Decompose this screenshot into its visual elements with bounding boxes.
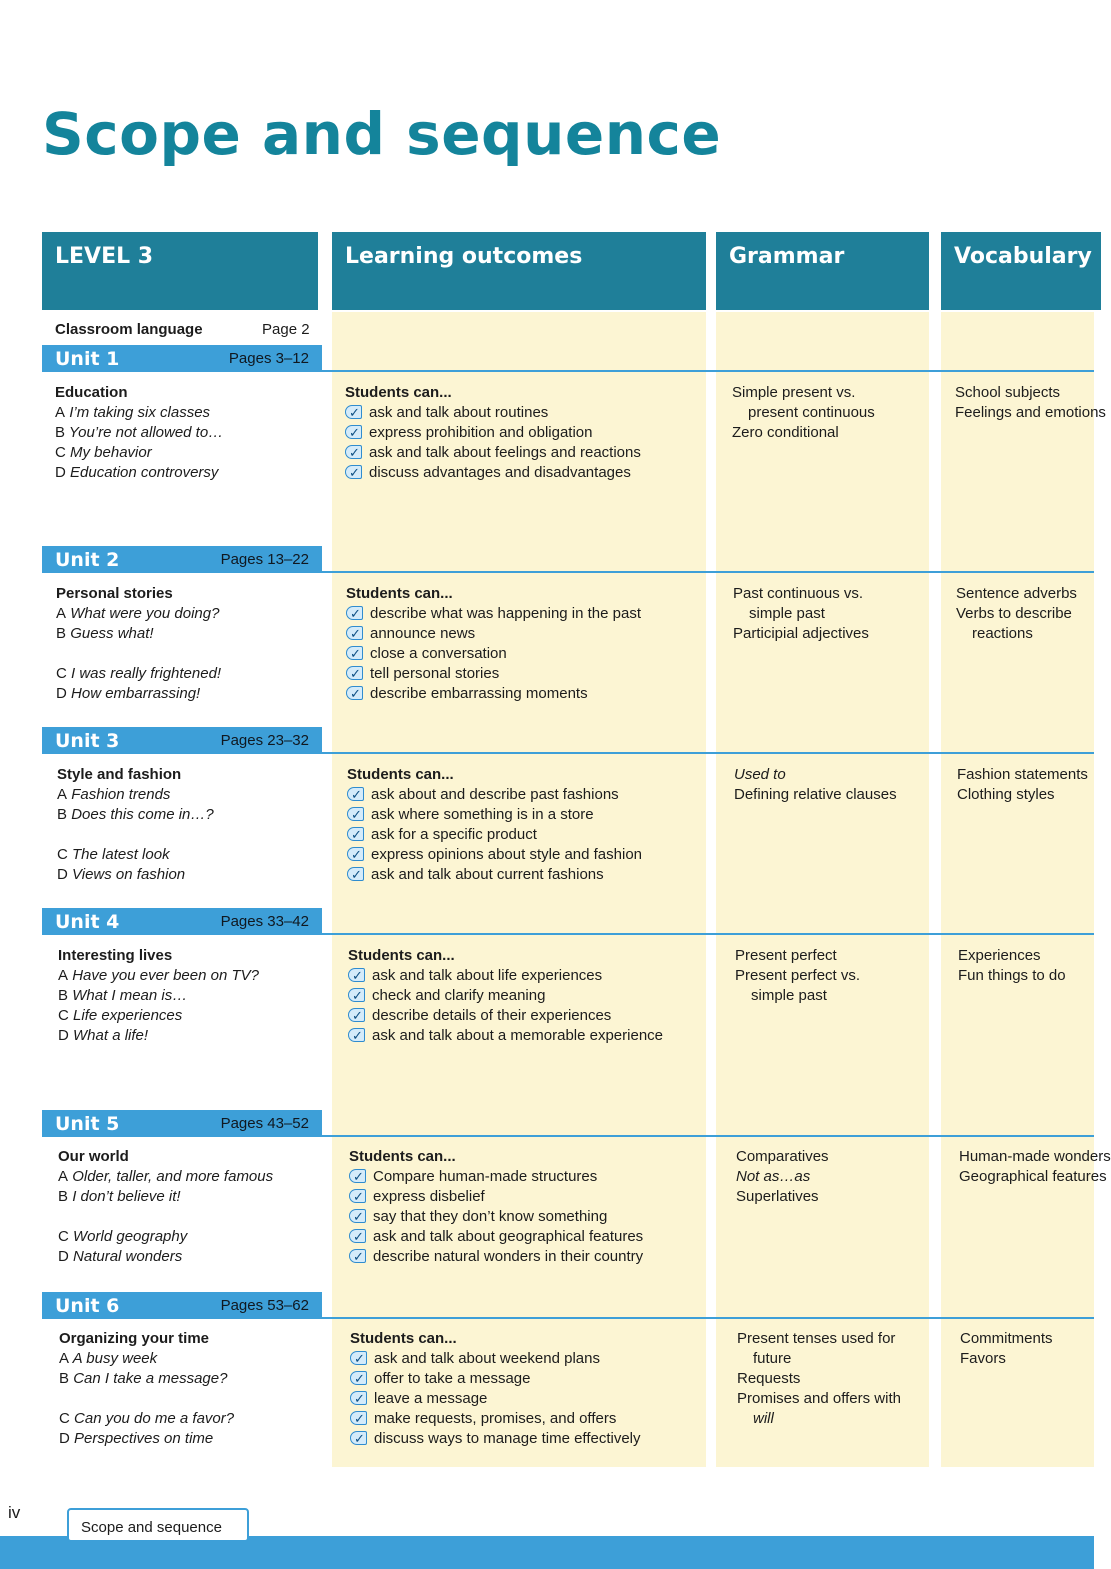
grammar-item: Defining relative clauses bbox=[734, 786, 897, 803]
checkbox-icon bbox=[347, 787, 364, 801]
unit-name: Unit 5 bbox=[55, 1112, 120, 1135]
grammar-list bbox=[734, 765, 897, 805]
outcomes-list bbox=[349, 1147, 643, 1267]
lesson-item: D How embarrassing! bbox=[56, 685, 201, 702]
checkbox-icon bbox=[347, 847, 364, 861]
vocabulary-item: Sentence adverbs bbox=[956, 585, 1077, 602]
vocabulary-item: Commitments bbox=[960, 1330, 1053, 1347]
unit-pages: Pages 33–42 bbox=[220, 913, 309, 930]
vocabulary-item: Experiences bbox=[958, 947, 1041, 964]
lesson-item: B Does this come in…? bbox=[57, 806, 214, 823]
unit-bar bbox=[42, 546, 322, 573]
checkbox-icon bbox=[350, 1411, 367, 1425]
unit-name: Unit 6 bbox=[55, 1294, 120, 1317]
vocabulary-list bbox=[956, 584, 1077, 644]
checkbox-icon bbox=[350, 1431, 367, 1445]
lesson-item: C Can you do me a favor? bbox=[59, 1410, 235, 1427]
unit-pages: Pages 23–32 bbox=[220, 732, 309, 749]
vocabulary-item: Favors bbox=[960, 1350, 1006, 1367]
unit-theme: Personal stories bbox=[56, 585, 173, 602]
outcome-item: ✓describe details of their experiences bbox=[348, 1006, 663, 1026]
checkbox-icon bbox=[346, 646, 363, 660]
students-can-label: Students can... bbox=[346, 585, 453, 602]
grammar-item: will bbox=[753, 1410, 774, 1427]
students-can-label: Students can... bbox=[347, 766, 454, 783]
unit-name: Unit 1 bbox=[55, 347, 120, 370]
lesson-item: C I was really frightened! bbox=[56, 665, 222, 682]
checkbox-icon bbox=[345, 405, 362, 419]
lesson-item: B Guess what! bbox=[56, 625, 154, 642]
outcomes-list bbox=[350, 1329, 641, 1449]
page-title: Scope and sequence bbox=[42, 100, 722, 168]
footer-section-label: Scope and sequence bbox=[67, 1508, 249, 1542]
outcome-item: ✓leave a message bbox=[350, 1389, 641, 1409]
unit-divider bbox=[322, 933, 1094, 935]
checkbox-icon bbox=[348, 1028, 365, 1042]
checkbox-icon bbox=[347, 807, 364, 821]
checkbox-icon bbox=[349, 1249, 366, 1263]
checkbox-icon bbox=[349, 1229, 366, 1243]
grammar-item: future bbox=[753, 1350, 792, 1367]
checkbox-icon bbox=[348, 988, 365, 1002]
lesson-item: A Older, taller, and more famous bbox=[58, 1168, 274, 1185]
outcome-item: ✓tell personal stories bbox=[346, 664, 641, 684]
classroom-language-label: Classroom language bbox=[55, 321, 203, 338]
grammar-item: Present tenses used for bbox=[737, 1330, 896, 1347]
unit-bar bbox=[42, 1292, 322, 1319]
outcome-item: ✓describe what was happening in the past bbox=[346, 604, 641, 624]
lesson-item: A A busy week bbox=[59, 1350, 158, 1367]
unit-pages: Pages 3–12 bbox=[228, 350, 309, 367]
lesson-item: A Have you ever been on TV? bbox=[58, 967, 259, 984]
checkbox-icon bbox=[350, 1371, 367, 1385]
checkbox-icon bbox=[345, 465, 362, 479]
lesson-item: D What a life! bbox=[58, 1027, 149, 1044]
grammar-header: Grammar bbox=[716, 232, 929, 310]
unit-name: Unit 3 bbox=[55, 729, 120, 752]
page-number: iv bbox=[8, 1503, 21, 1522]
unit-theme: Style and fashion bbox=[57, 766, 182, 783]
grammar-item: Past continuous vs. bbox=[733, 585, 864, 602]
vocabulary-list bbox=[959, 1147, 1111, 1187]
grammar-item: present continuous bbox=[748, 404, 875, 421]
grammar-list bbox=[732, 383, 875, 443]
outcome-item: ✓ask and talk about weekend plans bbox=[350, 1349, 641, 1369]
students-can-label: Students can... bbox=[345, 384, 452, 401]
unit-theme: Education bbox=[55, 384, 128, 401]
grammar-item: Zero conditional bbox=[732, 424, 839, 441]
unit-bar bbox=[42, 345, 322, 372]
grammar-column-band bbox=[716, 312, 929, 1467]
outcome-item: ✓ask and talk about geographical features bbox=[349, 1227, 643, 1247]
outcome-item: ✓close a conversation bbox=[346, 644, 641, 664]
lesson-item: B What I mean is… bbox=[58, 987, 188, 1004]
unit-bar bbox=[42, 727, 322, 754]
grammar-list bbox=[736, 1147, 829, 1207]
outcomes-list bbox=[345, 383, 641, 483]
grammar-item: simple past bbox=[751, 987, 827, 1004]
outcomes-column-band bbox=[332, 312, 706, 1467]
outcome-item: ✓ask and talk about feelings and reactions bbox=[345, 443, 641, 463]
checkbox-icon bbox=[346, 686, 363, 700]
lesson-item: B I don’t believe it! bbox=[58, 1188, 181, 1205]
vocabulary-column-band bbox=[941, 312, 1094, 1467]
lesson-item: B Can I take a message? bbox=[59, 1370, 228, 1387]
outcome-item: ✓ask and talk about a memorable experience bbox=[348, 1026, 663, 1046]
grammar-item: Requests bbox=[737, 1370, 801, 1387]
students-can-label: Students can... bbox=[349, 1148, 456, 1165]
lesson-item: D Views on fashion bbox=[57, 866, 186, 883]
outcomes-list bbox=[348, 946, 663, 1046]
unit-divider bbox=[322, 370, 1094, 372]
checkbox-icon bbox=[347, 867, 364, 881]
vocabulary-item: reactions bbox=[972, 625, 1033, 642]
lesson-list bbox=[57, 765, 214, 885]
lesson-list bbox=[55, 383, 223, 483]
checkbox-icon bbox=[345, 425, 362, 439]
grammar-list bbox=[737, 1329, 901, 1429]
outcome-item: ✓describe natural wonders in their country bbox=[349, 1247, 643, 1267]
unit-divider bbox=[322, 1135, 1094, 1137]
students-can-label: Students can... bbox=[350, 1330, 457, 1347]
unit-theme: Interesting lives bbox=[58, 947, 173, 964]
lesson-item: D Perspectives on time bbox=[59, 1430, 214, 1447]
outcome-item: ✓ask for a specific product bbox=[347, 825, 642, 845]
lesson-item: A Fashion trends bbox=[57, 786, 171, 803]
outcome-item: ✓express prohibition and obligation bbox=[345, 423, 641, 443]
level-header: LEVEL 3 bbox=[42, 232, 318, 310]
outcome-item: ✓offer to take a message bbox=[350, 1369, 641, 1389]
outcome-item: ✓express disbelief bbox=[349, 1187, 643, 1207]
outcome-item: ✓ask and talk about life experiences bbox=[348, 966, 663, 986]
outcomes-header: Learning outcomes bbox=[332, 232, 706, 310]
unit-bar bbox=[42, 1110, 322, 1137]
checkbox-icon bbox=[346, 606, 363, 620]
outcome-item: ✓describe embarrassing moments bbox=[346, 684, 641, 704]
checkbox-icon bbox=[349, 1169, 366, 1183]
grammar-item: Used to bbox=[734, 766, 786, 783]
vocabulary-list bbox=[955, 383, 1106, 423]
unit-bar bbox=[42, 908, 322, 935]
students-can-label: Students can... bbox=[348, 947, 455, 964]
lesson-item: B You’re not allowed to… bbox=[55, 424, 224, 441]
grammar-item: Comparatives bbox=[736, 1148, 829, 1165]
outcomes-list bbox=[347, 765, 642, 885]
lesson-item: A What were you doing? bbox=[56, 605, 220, 622]
unit-pages: Pages 13–22 bbox=[220, 551, 309, 568]
lesson-item: C World geography bbox=[58, 1228, 188, 1245]
checkbox-icon bbox=[348, 1008, 365, 1022]
grammar-item: Superlatives bbox=[736, 1188, 819, 1205]
outcome-item: ✓express opinions about style and fashion bbox=[347, 845, 642, 865]
checkbox-icon bbox=[346, 626, 363, 640]
vocabulary-list bbox=[960, 1329, 1053, 1369]
checkbox-icon bbox=[347, 827, 364, 841]
outcome-item: ✓discuss ways to manage time effectively bbox=[350, 1429, 641, 1449]
vocabulary-item: Human-made wonders bbox=[959, 1148, 1111, 1165]
outcome-item: ✓announce news bbox=[346, 624, 641, 644]
vocabulary-item: Feelings and emotions bbox=[955, 404, 1106, 421]
lesson-item: D Natural wonders bbox=[58, 1248, 183, 1265]
unit-divider bbox=[322, 752, 1094, 754]
vocabulary-item: Verbs to describe bbox=[956, 605, 1072, 622]
vocabulary-item: Fun things to do bbox=[958, 967, 1066, 984]
vocabulary-list bbox=[958, 946, 1066, 986]
outcomes-list bbox=[346, 584, 641, 704]
grammar-item: simple past bbox=[749, 605, 825, 622]
outcome-item: ✓ask and talk about current fashions bbox=[347, 865, 642, 885]
unit-theme: Organizing your time bbox=[59, 1330, 210, 1347]
checkbox-icon bbox=[350, 1391, 367, 1405]
unit-theme: Our world bbox=[58, 1148, 129, 1165]
lesson-item: C The latest look bbox=[57, 846, 170, 863]
vocabulary-item: Clothing styles bbox=[957, 786, 1055, 803]
lesson-list bbox=[56, 584, 221, 704]
outcome-item: ✓ask and talk about routines bbox=[345, 403, 641, 423]
grammar-item: Promises and offers with bbox=[737, 1390, 901, 1407]
lesson-list bbox=[58, 946, 259, 1046]
checkbox-icon bbox=[349, 1189, 366, 1203]
unit-divider bbox=[322, 1317, 1094, 1319]
checkbox-icon bbox=[345, 445, 362, 459]
grammar-item: Present perfect bbox=[735, 947, 837, 964]
lesson-list bbox=[58, 1147, 273, 1267]
unit-name: Unit 4 bbox=[55, 910, 120, 933]
grammar-item: Participial adjectives bbox=[733, 625, 869, 642]
checkbox-icon bbox=[346, 666, 363, 680]
unit-divider bbox=[322, 571, 1094, 573]
vocabulary-item: Geographical features bbox=[959, 1168, 1107, 1185]
checkbox-icon bbox=[348, 968, 365, 982]
grammar-list bbox=[733, 584, 869, 644]
outcome-item: ✓Compare human-made structures bbox=[349, 1167, 643, 1187]
outcome-item: ✓ask where something is in a store bbox=[347, 805, 642, 825]
outcome-item: ✓ask about and describe past fashions bbox=[347, 785, 642, 805]
unit-pages: Pages 43–52 bbox=[220, 1115, 309, 1132]
unit-name: Unit 2 bbox=[55, 548, 120, 571]
vocabulary-item: Fashion statements bbox=[957, 766, 1088, 783]
classroom-language-page: Page 2 bbox=[262, 321, 310, 338]
unit-pages: Pages 53–62 bbox=[220, 1297, 309, 1314]
lesson-list bbox=[59, 1329, 234, 1449]
outcome-item: ✓say that they don’t know something bbox=[349, 1207, 643, 1227]
lesson-item: C My behavior bbox=[55, 444, 152, 461]
vocabulary-item: School subjects bbox=[955, 384, 1061, 401]
grammar-item: Simple present vs. bbox=[732, 384, 856, 401]
outcome-item: ✓make requests, promises, and offers bbox=[350, 1409, 641, 1429]
grammar-list bbox=[735, 946, 860, 1006]
outcome-item: ✓check and clarify meaning bbox=[348, 986, 663, 1006]
vocabulary-list bbox=[957, 765, 1088, 805]
checkbox-icon bbox=[349, 1209, 366, 1223]
lesson-item: D Education controversy bbox=[55, 464, 219, 481]
lesson-item: A I’m taking six classes bbox=[55, 404, 211, 421]
lesson-item: C Life experiences bbox=[58, 1007, 183, 1024]
vocabulary-header: Vocabulary bbox=[941, 232, 1101, 310]
grammar-item: Not as…as bbox=[736, 1168, 811, 1185]
checkbox-icon bbox=[350, 1351, 367, 1365]
grammar-item: Present perfect vs. bbox=[735, 967, 861, 984]
outcome-item: ✓discuss advantages and disadvantages bbox=[345, 463, 641, 483]
